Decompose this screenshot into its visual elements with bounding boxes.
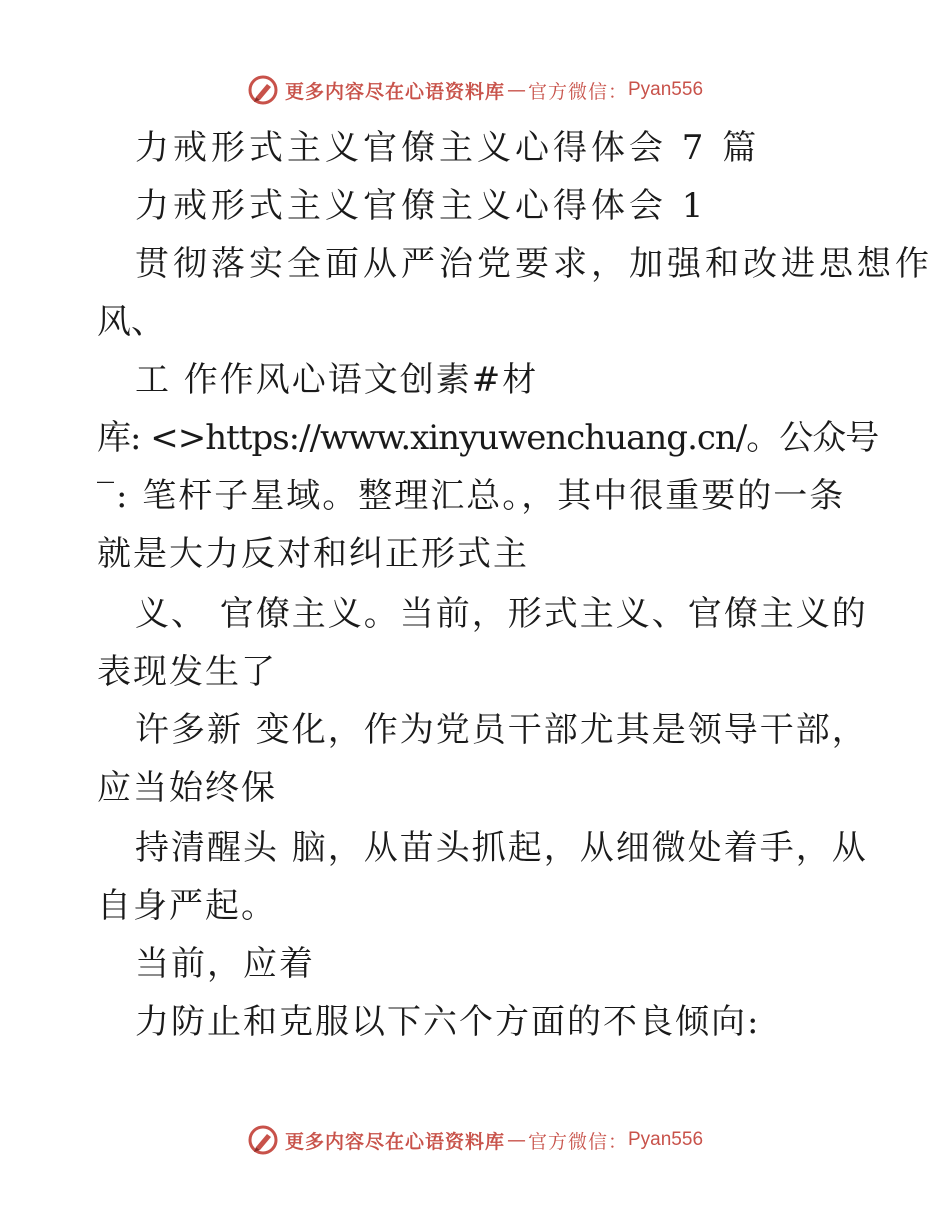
paragraph-line: 当前，应着 — [135, 944, 315, 984]
paragraph-line: 贯彻落实全面从严治党要求，加强和改进思想作 — [135, 244, 933, 284]
paragraph-line: 就是大力反对和纠正形式主 — [97, 534, 529, 574]
document-title: 力戒形式主义官僚主义心得体会 7 篇 — [135, 128, 761, 168]
footer-watermark — [0, 1120, 950, 1160]
watermark-brand: 更多内容尽在心语资料库 — [284, 1130, 505, 1153]
pen-logo-icon — [247, 1124, 279, 1156]
pen-logo-icon — [247, 74, 279, 106]
paragraph-line: 风、 — [97, 302, 165, 342]
paragraph-line: 库: <>https://www.xinyuwenchuang.cn/。公众号 — [97, 418, 879, 458]
paragraph-line: 表现发生了 — [97, 652, 277, 692]
section-heading: 力戒形式主义官僚主义心得体会 1 — [135, 186, 708, 226]
paragraph-line: 应当始终保 — [97, 768, 277, 808]
watermark-brand: 更多内容尽在心语资料库 — [284, 80, 505, 103]
paragraph-line: 工 作作风心语文创素#材 — [135, 360, 539, 400]
watermark-wechat-label: 官方微信： — [527, 1130, 628, 1153]
watermark-dash: — — [506, 1129, 526, 1151]
paragraph-line: ‾: 笔杆子星域。整理汇总。，其中很重要的一条 — [97, 476, 846, 516]
paragraph-line: 自身严起。 — [97, 886, 277, 926]
paragraph-line: 持清醒头 脑，从苗头抓起，从细微处着手，从 — [135, 828, 868, 868]
watermark-wechat-id: Pyan556 — [628, 79, 704, 100]
watermark-wechat-label: 官方微信： — [527, 80, 628, 103]
watermark-wechat-id: Pyan556 — [628, 1129, 704, 1150]
paragraph-line: 许多新 变化，作为党员干部尤其是领导干部， — [135, 710, 868, 750]
paragraph-line: 义、 官僚主义。当前，形式主义、官僚主义的 — [135, 594, 868, 634]
watermark-dash: — — [506, 79, 526, 101]
paragraph-line: 力防止和克服以下六个方面的不良倾向: — [135, 1002, 761, 1042]
header-watermark — [0, 70, 950, 110]
